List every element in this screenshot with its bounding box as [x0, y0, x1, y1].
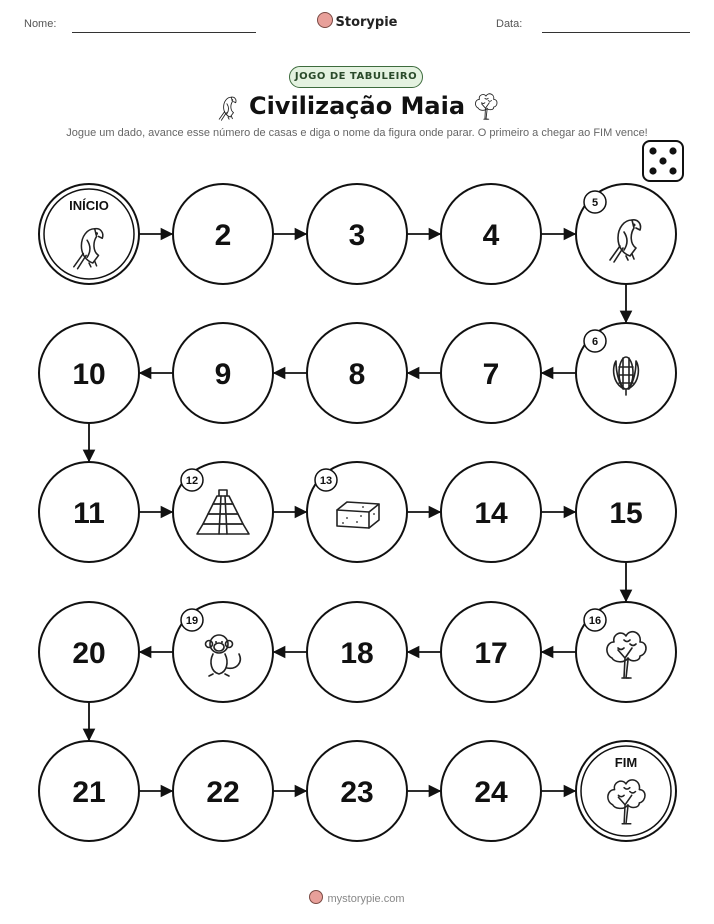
start-label: INÍCIO — [69, 198, 109, 213]
space-number: 21 — [72, 776, 106, 809]
space-number-badge: 13 — [319, 475, 333, 487]
space-number-badge: 12 — [185, 475, 199, 487]
board-space-8 — [307, 323, 407, 423]
space-number-badge: 6 — [591, 336, 599, 348]
instructions: Jogue um dado, avance esse número de casas e diga o nome da figura onde parar. O primeiro a chegar ao FIM vence! — [66, 127, 648, 139]
space-number: 22 — [206, 776, 240, 809]
board-space-20 — [39, 602, 139, 702]
board-space-2 — [173, 184, 273, 284]
space-number-badge: 16 — [588, 615, 602, 627]
space-number: 17 — [474, 637, 508, 670]
board-space-6 — [576, 323, 676, 423]
page-title: Civilização Maia — [248, 92, 466, 120]
name-label: Nome: — [24, 18, 57, 30]
board-space-5 — [576, 184, 676, 284]
space-number: 2 — [214, 219, 232, 252]
board-space-21 — [39, 741, 139, 841]
board-space-14 — [441, 462, 541, 562]
board-space-4 — [441, 184, 541, 284]
space-number: 8 — [348, 358, 366, 391]
board-space-19 — [173, 602, 273, 702]
board-space-16 — [576, 602, 676, 702]
storypie-logo-icon — [309, 890, 323, 904]
space-number-badge: 5 — [591, 197, 599, 209]
date-label: Data: — [496, 18, 523, 30]
board-cells — [39, 184, 676, 841]
board-space-10 — [39, 323, 139, 423]
board-space-23 — [307, 741, 407, 841]
brand-name: Storypie — [335, 15, 398, 30]
space-number: 4 — [482, 219, 500, 252]
board-space-24 — [441, 741, 541, 841]
space-number: 23 — [340, 776, 374, 809]
space-number: 11 — [73, 497, 105, 530]
space-number: 24 — [474, 776, 508, 809]
footer — [0, 890, 714, 905]
space-number: 15 — [609, 497, 643, 530]
end-space — [576, 741, 676, 841]
board-space-11 — [39, 462, 139, 562]
tree-icon — [475, 94, 497, 119]
space-number: 3 — [348, 219, 366, 252]
bird-icon — [219, 97, 236, 120]
start-space — [39, 184, 139, 284]
board-space-15 — [576, 462, 676, 562]
end-label: FIM — [614, 755, 638, 770]
board-space-22 — [173, 741, 273, 841]
board-space-3 — [307, 184, 407, 284]
board-space-17 — [441, 602, 541, 702]
board-space-13 — [307, 462, 407, 562]
dice-five-icon — [643, 141, 683, 181]
space-number: 18 — [340, 637, 374, 670]
space-number: 7 — [482, 358, 500, 391]
space-number: 20 — [72, 637, 106, 670]
game-type-badge: JOGO DE TABULEIRO — [289, 66, 423, 88]
board-space-18 — [307, 602, 407, 702]
board-space-7 — [441, 323, 541, 423]
footer-text: mystorypie.com — [327, 893, 405, 905]
board-space-12 — [173, 462, 273, 562]
space-number-badge: 19 — [185, 615, 199, 627]
space-number: 14 — [474, 497, 508, 530]
space-number: 9 — [214, 358, 232, 391]
space-number: 10 — [72, 358, 106, 391]
board-space-9 — [173, 323, 273, 423]
